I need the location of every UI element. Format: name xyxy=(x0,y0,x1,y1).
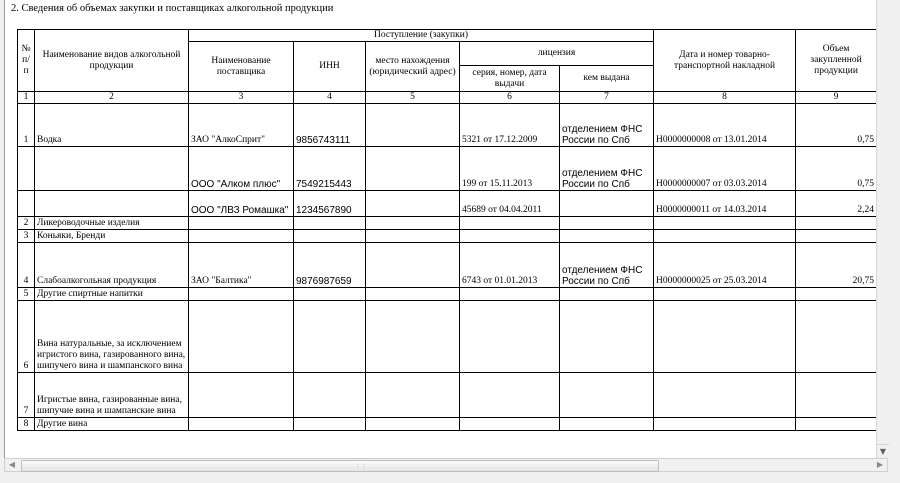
row-inn xyxy=(294,288,366,301)
header-license-series: серия, номер, дата выдачи xyxy=(460,66,560,92)
row-waybill: Н0000000008 от 13.01.2014 xyxy=(654,104,796,147)
column-number: 4 xyxy=(294,92,366,104)
row-license-series xyxy=(460,373,560,418)
row-volume: 0,75 xyxy=(796,104,877,147)
table-row xyxy=(18,230,877,243)
row-issued-by xyxy=(560,301,654,373)
scrollbar-thumb[interactable] xyxy=(21,460,659,472)
row-inn xyxy=(294,230,366,243)
row-supplier xyxy=(189,301,294,373)
row-issued-by xyxy=(560,217,654,230)
row-waybill xyxy=(654,288,796,301)
row-volume xyxy=(796,288,877,301)
header-supplier-name: Наименование поставщика xyxy=(189,42,294,92)
report-sheet xyxy=(4,0,878,459)
column-number: 7 xyxy=(560,92,654,104)
row-num xyxy=(18,191,35,217)
row-inn xyxy=(294,418,366,431)
header-receipt: Поступление (закупки) xyxy=(189,30,654,42)
row-waybill xyxy=(654,418,796,431)
row-volume xyxy=(796,230,877,243)
table-row xyxy=(18,301,877,373)
row-license-series: 6743 от 01.01.2013 xyxy=(460,243,560,288)
row-license-series: 199 от 15.11.2013 xyxy=(460,147,560,191)
row-num: 3 xyxy=(18,230,35,243)
arrow-down-icon[interactable]: ▼ xyxy=(877,444,889,458)
row-inn: 1234567890 xyxy=(294,191,366,217)
arrow-left-icon[interactable]: ◀ xyxy=(8,460,16,469)
row-volume: 2,24 xyxy=(796,191,877,217)
header-license: лицензия xyxy=(460,42,654,66)
row-num xyxy=(18,147,35,191)
arrow-right-icon[interactable]: ▶ xyxy=(876,460,884,469)
row-supplier xyxy=(189,418,294,431)
row-license-series: 45689 от 04.04.2011 xyxy=(460,191,560,217)
header-num: № п/п xyxy=(18,30,35,92)
row-product: Другие спиртные напитки xyxy=(35,288,189,301)
row-inn xyxy=(294,217,366,230)
row-issued-by: отделением ФНС России по Спб xyxy=(560,243,654,288)
header-inn: ИНН xyxy=(294,42,366,92)
row-license-series: 5321 от 17.12.2009 xyxy=(460,104,560,147)
table-row xyxy=(18,418,877,431)
table-row xyxy=(18,217,877,230)
row-address xyxy=(366,288,460,301)
row-license-series xyxy=(460,301,560,373)
row-volume: 0,75 xyxy=(796,147,877,191)
row-waybill xyxy=(654,217,796,230)
row-license-series xyxy=(460,230,560,243)
row-volume xyxy=(796,217,877,230)
table-row xyxy=(18,288,877,301)
row-issued-by xyxy=(560,288,654,301)
row-product: Другие вина xyxy=(35,418,189,431)
row-supplier: ООО "ЛВЗ Ромашка" xyxy=(189,191,294,217)
row-address xyxy=(366,301,460,373)
row-address xyxy=(366,418,460,431)
row-waybill xyxy=(654,230,796,243)
row-product: Игристые вина, газированные вина, шипучие вина и шампанские вина xyxy=(35,373,189,418)
row-license-series xyxy=(460,418,560,431)
row-num: 1 xyxy=(18,104,35,147)
row-issued-by xyxy=(560,191,654,217)
row-inn xyxy=(294,301,366,373)
table-body xyxy=(18,104,877,431)
vertical-scrollbar[interactable] xyxy=(876,0,889,458)
row-volume xyxy=(796,418,877,431)
row-supplier: ЗАО "АлкоСприт" xyxy=(189,104,294,147)
row-product: Ликероводочные изделия xyxy=(35,217,189,230)
row-product: Водка xyxy=(35,104,189,147)
row-product xyxy=(35,147,189,191)
header-license-issued-by: кем выдана xyxy=(560,66,654,92)
header-location: место нахождения (юридический адрес) xyxy=(366,42,460,92)
purchases-table xyxy=(17,29,877,431)
column-number: 1 xyxy=(18,92,35,104)
row-waybill: Н0000000025 от 25.03.2014 xyxy=(654,243,796,288)
horizontal-scrollbar[interactable] xyxy=(4,458,888,472)
row-waybill: Н0000000011 от 14.03.2014 xyxy=(654,191,796,217)
grip-icon: ⋮⋮ xyxy=(355,463,367,470)
row-issued-by: отделением ФНС России по Спб xyxy=(560,147,654,191)
row-inn: 9856743111 xyxy=(294,104,366,147)
row-num: 5 xyxy=(18,288,35,301)
row-waybill: Н0000000007 от 03.03.2014 xyxy=(654,147,796,191)
row-address xyxy=(366,373,460,418)
header-product-types: Наименование видов алкогольной продукции xyxy=(35,30,189,92)
row-address xyxy=(366,147,460,191)
row-issued-by xyxy=(560,230,654,243)
row-address xyxy=(366,230,460,243)
row-inn: 7549215443 xyxy=(294,147,366,191)
row-license-series xyxy=(460,217,560,230)
table-row xyxy=(18,147,877,191)
row-address xyxy=(366,191,460,217)
column-number: 9 xyxy=(796,92,877,104)
row-license-series xyxy=(460,288,560,301)
header-volume: Объем закупленной продукции xyxy=(796,30,877,92)
row-num: 2 xyxy=(18,217,35,230)
row-inn xyxy=(294,373,366,418)
row-volume xyxy=(796,301,877,373)
table-row xyxy=(18,191,877,217)
column-number: 5 xyxy=(366,92,460,104)
row-issued-by: отделением ФНС России по Спб xyxy=(560,104,654,147)
table-row xyxy=(18,104,877,147)
row-num: 7 xyxy=(18,373,35,418)
column-number: 6 xyxy=(460,92,560,104)
column-number: 3 xyxy=(189,92,294,104)
row-address xyxy=(366,104,460,147)
row-supplier xyxy=(189,230,294,243)
row-product: Вина натуральные, за исключением игристого вина, газированного вина, шипучего вина и шампанского вина xyxy=(35,301,189,373)
table-header xyxy=(18,30,877,104)
row-address xyxy=(366,243,460,288)
row-issued-by xyxy=(560,373,654,418)
row-supplier: ЗАО "Балтика" xyxy=(189,243,294,288)
table-row xyxy=(18,373,877,418)
row-num: 4 xyxy=(18,243,35,288)
row-issued-by xyxy=(560,418,654,431)
row-supplier xyxy=(189,217,294,230)
row-num: 8 xyxy=(18,418,35,431)
row-product xyxy=(35,191,189,217)
column-number: 8 xyxy=(654,92,796,104)
row-inn: 9876987659 xyxy=(294,243,366,288)
row-volume xyxy=(796,373,877,418)
row-product: Слабоалкогольная продукция xyxy=(35,243,189,288)
table-row xyxy=(18,243,877,288)
column-number: 2 xyxy=(35,92,189,104)
row-volume: 20,75 xyxy=(796,243,877,288)
row-address xyxy=(366,217,460,230)
row-num: 6 xyxy=(18,301,35,373)
row-supplier xyxy=(189,288,294,301)
section-title: 2. Сведения об объемах закупки и поставщиках алкогольной продукции xyxy=(11,3,334,14)
header-waybill: Дата и номер товарно-транспортной накладной xyxy=(654,30,796,92)
row-waybill xyxy=(654,373,796,418)
row-supplier: ООО "Алком плюс" xyxy=(189,147,294,191)
row-supplier xyxy=(189,373,294,418)
row-waybill xyxy=(654,301,796,373)
row-product: Коньяки, Бренди xyxy=(35,230,189,243)
